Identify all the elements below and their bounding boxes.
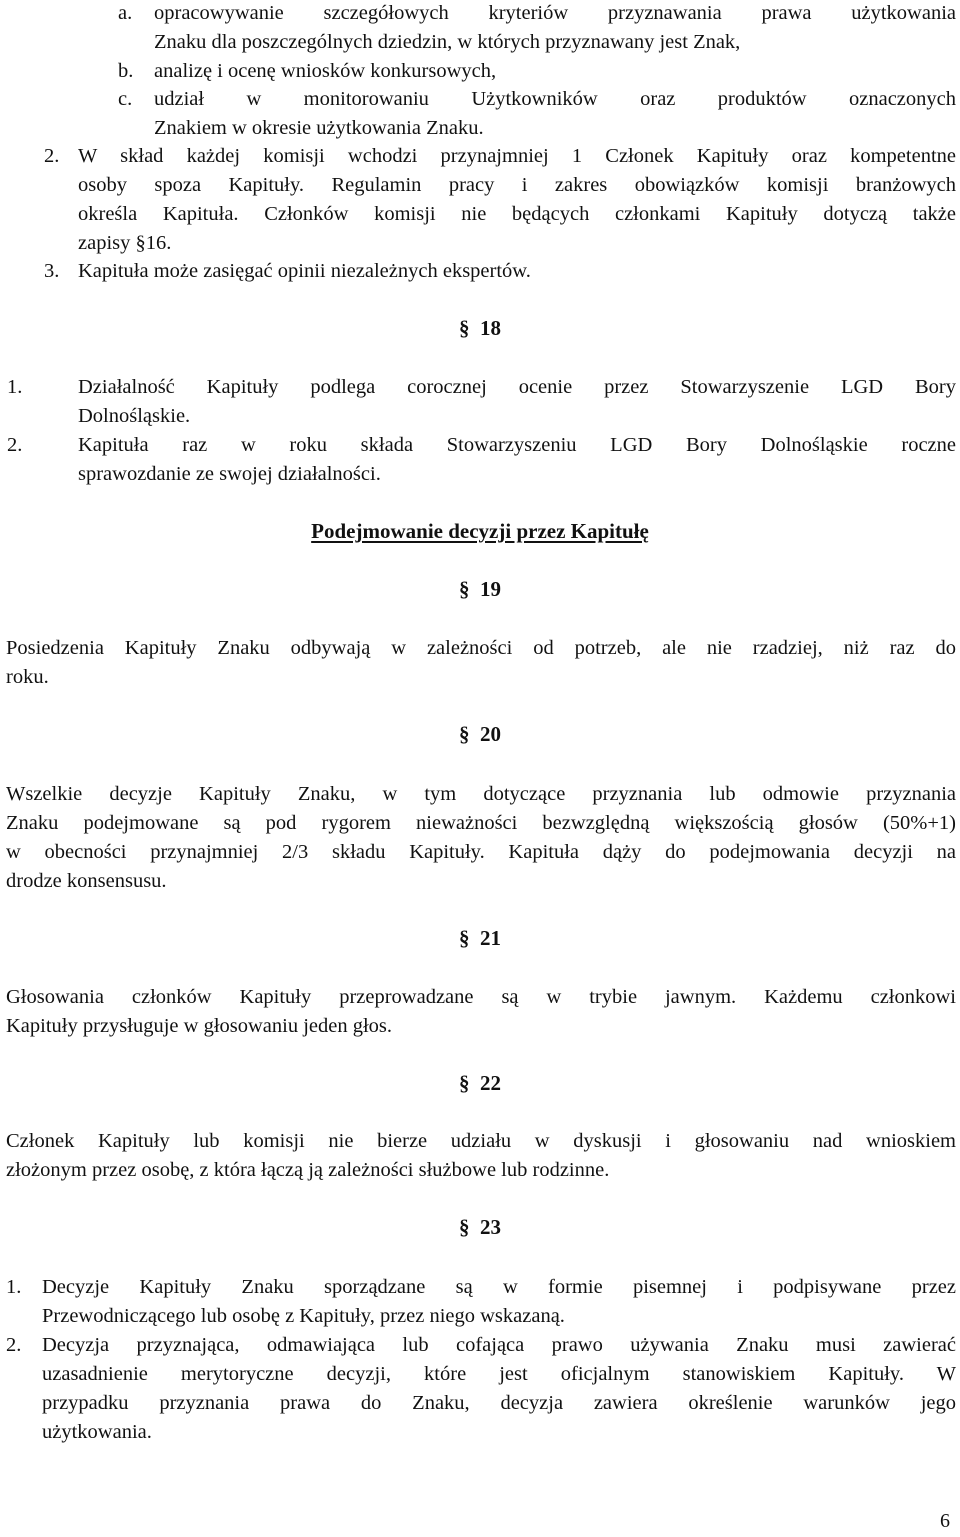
page-number: 6 — [940, 1510, 950, 1532]
list-marker: 3. — [44, 260, 60, 282]
list-item-line: Decyzja przyznająca, odmawiająca lub cofająca prawo używania Znaku musi zawierać — [42, 1334, 956, 1356]
list-item-line: określa Kapituła. Członków komisji nie będących członkami Kapituły dotyczą także — [78, 203, 956, 225]
section-sign: § — [459, 926, 470, 950]
list-marker: b. — [118, 60, 134, 82]
list-item-line: udział w monitorowaniu Użytkowników oraz produktów oznaczonych — [154, 88, 956, 110]
list-marker: 1. — [7, 376, 23, 398]
list-item-line: zapisy §16. — [78, 232, 172, 254]
paragraph-line: Posiedzenia Kapituły Znaku odbywają w zależności od potrzeb, ale nie rzadziej, niż raz do — [6, 637, 956, 659]
list-marker: 1. — [6, 1276, 22, 1298]
list-item-line: uzasadnienie merytoryczne decyzji, które jest oficjalnym stanowiskiem Kapituły. W — [42, 1363, 956, 1385]
list-item-line: Przewodniczącego lub osobę z Kapituły, przez niego wskazaną. — [42, 1305, 565, 1327]
paragraph-line: Znaku podejmowane są pod rygorem nieważności bezwzględną większością głosów (50%+1) — [6, 812, 956, 834]
section-21-number: § 21 — [459, 926, 501, 950]
section-heading — [0, 519, 960, 544]
paragraph-line: Kapituły przysługuje w głosowaniu jeden głos. — [6, 1015, 393, 1037]
section-19-number: § 19 — [459, 577, 501, 601]
list-item-line: Decyzje Kapituły Znaku sporządzane są w formie pisemnej i podpisywane przez — [42, 1276, 956, 1298]
list-item-line: Kapituła raz w roku składa Stowarzyszeniu LGD Bory Dolnośląskie roczne — [78, 434, 956, 456]
list-item-line: analizę i ocenę wniosków konkursowych, — [154, 60, 497, 82]
list-marker: 2. — [6, 1334, 22, 1356]
section-sign: § — [459, 577, 470, 601]
section-sign: § — [459, 1215, 470, 1239]
list-item-line: sprawozdanie ze swojej działalności. — [78, 463, 381, 485]
paragraph-line: złożonym przez osobę, z która łączą ją zależności służbowe lub rodzinne. — [6, 1159, 610, 1181]
paragraph-line: w obecności przynajmniej 2/3 składu Kapituły. Kapituła dąży do podejmowania decyzji na — [6, 841, 956, 863]
list-marker: c. — [118, 88, 133, 110]
paragraph-line: Członek Kapituły lub komisji nie bierze udziału w dyskusji i głosowaniu nad wnioskiem — [6, 1130, 956, 1152]
list-marker: a. — [118, 2, 133, 24]
paragraph-line: drodze konsensusu. — [6, 870, 167, 892]
list-item-line: Działalność Kapituły podlega corocznej ocenie przez Stowarzyszenie LGD Bory — [78, 376, 956, 398]
paragraph-line: Wszelkie decyzje Kapituły Znaku, w tym dotyczące przyznania lub odmowie przyznania — [6, 783, 956, 805]
list-item-line: Znaku dla poszczególnych dziedzin, w których przyznawany jest Znak, — [154, 31, 741, 53]
list-marker: 2. — [44, 145, 60, 167]
list-item-line: Znakiem w okresie użytkowania Znaku. — [154, 117, 484, 139]
paragraph-line: roku. — [6, 666, 49, 688]
list-item-line: W skład każdej komisji wchodzi przynajmniej 1 Członek Kapituły oraz kompetentne — [78, 145, 956, 167]
section-sign: § — [459, 316, 470, 340]
section-18-number: § 18 — [459, 316, 501, 340]
list-item-line: użytkowania. — [42, 1421, 152, 1443]
list-item-line: Kapituła może zasięgać opinii niezależnych ekspertów. — [78, 260, 531, 282]
list-marker: 2. — [7, 434, 23, 456]
section-22-number: § 22 — [459, 1071, 501, 1095]
heading-text: Podejmowanie decyzji przez Kapitułę — [311, 519, 649, 543]
section-sign: § — [459, 1071, 470, 1095]
list-item-line: Dolnośląskie. — [78, 405, 191, 427]
list-item-line: opracowywanie szczegółowych kryteriów przyznawania prawa użytkowania — [154, 2, 956, 24]
section-20-number: § 20 — [459, 722, 501, 746]
list-item-line: przypadku przyznania prawa do Znaku, decyzja zawiera określenie warunków jego — [42, 1392, 956, 1414]
paragraph-line: Głosowania członków Kapituły przeprowadzane są w trybie jawnym. Każdemu członkowi — [6, 986, 956, 1008]
section-sign: § — [459, 722, 470, 746]
section-23-number: § 23 — [459, 1215, 501, 1239]
list-item-line: osoby spoza Kapituły. Regulamin pracy i zakres obowiązków komisji branżowych — [78, 174, 956, 196]
